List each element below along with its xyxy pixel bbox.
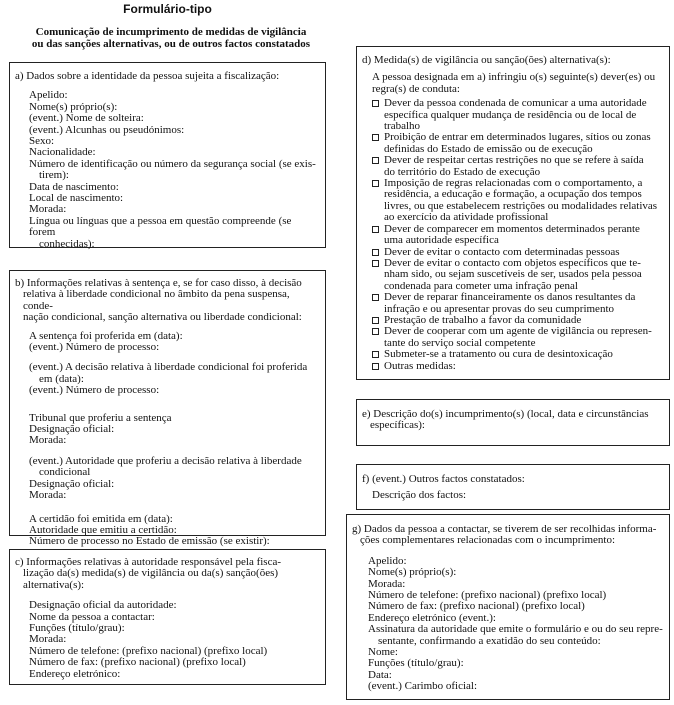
measure-option-text: trabalho	[384, 120, 421, 133]
contact-fax: Número de fax: (prefixo nacional) (prefixo local)	[368, 600, 585, 613]
authority-name: Designação oficial da autoridade:	[29, 599, 177, 612]
measure-option-text: Proibição de entrar em determinados lugares, sítios ou zonas	[384, 131, 651, 144]
checkbox-icon[interactable]	[372, 317, 379, 324]
official-stamp: (event.) Carimbo oficial:	[368, 680, 478, 693]
field-maiden-name: (event.) Nome de solteira:	[29, 112, 144, 125]
section-c-authority	[9, 549, 326, 685]
section-b-heading: b) Informações relativas à sentença e, se for caso disso, à decisão relativa à liberdade condicional no âmbito da pena suspensa, conde- nação condicional, sanção alternativa ou liberdade condicional:	[15, 277, 302, 324]
measure-option-text: Dever de cooperar com um agente de vigilância ou represen-	[384, 325, 652, 338]
contact-email: Endereço eletrónico (event.):	[368, 611, 496, 624]
measure-option-text: infração e ou apresentar provas do seu cumprimento	[384, 302, 614, 315]
measure-option-text: Prestação de trabalho a favor da comunidade	[384, 313, 582, 326]
signature-date: Data:	[368, 668, 392, 681]
section-f-heading: f) (event.) Outros factos constatados:	[362, 473, 525, 485]
section-g-heading: g) Dados da pessoa a contactar, se tiverem de ser recolhidas informa- ções complementares relacionadas com o incumprimento:	[352, 523, 657, 547]
measure-options	[372, 98, 663, 372]
checkbox-icon[interactable]	[372, 180, 379, 187]
parole-authority-label: (event.) Autoridade que proferiu a decisão relativa à liberdade	[29, 454, 302, 467]
authority-fax: Número de fax: (prefixo nacional) (prefixo local)	[29, 656, 246, 669]
contact-surname: Apelido:	[368, 554, 407, 567]
court-label: Tribunal que proferiu a sentença	[29, 411, 172, 424]
section-g-contact: g) Dados da pessoa a contactar, se tiverem de ser recolhidas informa- ções complementares relacionadas com o incumprimento: Apelido: Nome(s) próprio(s): Morada: Número de telefone: (prefixo nacional) (prefixo local) Número de fax: (prefixo nacional) (prefixo local) Endereço eletrónico (event.): Assinatura da autoridade que emite o formulário e ou do seu repre- sentante, confirmando a exatidão do seu conteúdo: Nome: Funções (título/grau): Data: (event.) Carimbo oficial:	[346, 514, 670, 700]
field-languages: Língua ou línguas que a pessoa em questão compreende (se forem	[29, 214, 292, 239]
checkbox-icon[interactable]	[372, 249, 379, 256]
measure-option[interactable]	[372, 98, 663, 132]
signer-name: Nome:	[368, 646, 398, 659]
contact-first-name: Nome(s) próprio(s):	[368, 566, 457, 579]
field-languages-cont: conhecidas):	[39, 237, 95, 250]
measure-option-text: definidas do Estado de emissão ou de execução	[384, 142, 593, 155]
form-title: Formulário-tipo	[123, 2, 212, 16]
contact-role: Funções (título/grau):	[29, 622, 125, 635]
section-e-heading: e) Descrição do(s) incumprimento(s) (local, data e circunstâncias específicas):	[362, 408, 649, 432]
field-address: Morada:	[29, 203, 67, 216]
measure-option[interactable]	[372, 361, 663, 372]
measure-option-text: livres, ou que estabelecem restrições ou modalidades relativas	[384, 199, 658, 212]
measure-option-text: específica qualquer mudança de residência ou de local de	[384, 108, 637, 121]
section-d-measures: d) Medida(s) de vigilância ou sanção(ões) alternativa(s): A pessoa designada em a) infringiu o(s) seguinte(s) dever(es) ou regra(s) de conduta: Dever da pessoa condenada de comunicar a uma autoridade específica qualquer mudança de residência ou de local de trabalho Proibição de entrar em determinados lugares, sítios ou zonas definidas do Estado de emissão ou de execução Dever de respeitar certas restrições no que se refere à saída do território do Estado de execução Imposição de regras relacionadas com o comportamento, a residência, a educação e formação, a ocupação dos tempos livres, ou que estabelecem restrições ou modalidades relativas ao exercício da atividade profissional Dever de comparecer em momentos determinados perante uma autoridade específica Dever de evitar o contacto com determinadas pessoas Dever de evitar o contacto com objetos específicos que te- nham sido, ou sejam suscetíveis de ser, usados pela pessoa condenada para cometer uma infração penal Dever de reparar financeiramente os danos resultantes da infração e ou apresentar provas do seu cumprimento Prestação de trabalho a favor da comunidade Dever de cooperar com um agente de vigilância ou represen- tante do serviço social competente Submeter-se a tratamento ou cura de desintoxicação Outras medidas:	[356, 46, 670, 380]
parole-authority-name: Designação oficial:	[29, 477, 115, 490]
checkbox-icon[interactable]	[372, 351, 379, 358]
field-aliases: (event.) Alcunhas ou pseudónimos:	[29, 123, 185, 136]
measure-option-text: Dever da pessoa condenada de comunicar a uma autoridade	[384, 97, 647, 110]
measure-option[interactable]	[372, 292, 663, 315]
contact-address: Morada:	[368, 577, 406, 590]
field-id-number: Número de identificação ou número da segurança social (se exis-	[29, 157, 316, 170]
measure-option-text: nham sido, ou sejam suscetíveis de ser, usados pela pessoa	[384, 268, 642, 281]
section-b-sentence: b) Informações relativas à sentença e, se for caso disso, à decisão relativa à liberdade condicional no âmbito da pena suspensa, conde- nação condicional, sanção alternativa ou liberdade condicional: A sentença foi proferida em (data): (event.) Número de processo: (event.) A decisão relativa à liberdade condicional foi proferida em (data): (event.) Número de processo: Tribunal que proferiu a sentença Designação oficial: Morada: (event.) Autoridade que proferiu a decisão relativa à liberdade condicional Designação oficial: Morada: A certidão foi emitida em (data): Autoridade que emitiu a certidão: Número de processo no Estado de emissão (se existir):	[9, 270, 326, 536]
sentence-date: A sentença foi proferida em (data):	[29, 329, 183, 342]
measure-option[interactable]	[372, 132, 663, 155]
measure-option-text: residência, a educação e formação, a ocupação dos tempos	[384, 188, 642, 201]
checkbox-icon[interactable]	[372, 328, 379, 335]
measure-option-text: uma autoridade específica	[384, 234, 499, 247]
measure-option-text: do território do Estado de execução	[384, 165, 541, 178]
measure-option[interactable]	[372, 224, 663, 247]
measure-option-text: Submeter-se a tratamento ou cura de desintoxicação	[384, 348, 613, 361]
checkbox-icon[interactable]	[372, 134, 379, 141]
measure-option-text: Dever de reparar financeiramente os danos resultantes da	[384, 291, 636, 304]
checkbox-icon[interactable]	[372, 100, 379, 107]
measure-option-text: Dever de comparecer em momentos determinados perante	[384, 222, 640, 235]
sentence-case-number: (event.) Número de processo:	[29, 341, 160, 354]
field-id-number-cont: tirem):	[39, 169, 69, 182]
contact-phone: Número de telefone: (prefixo nacional) (prefixo local)	[368, 589, 607, 602]
issuing-case-number: Número de processo no Estado de emissão (se existir):	[29, 535, 270, 548]
field-sex: Sexo:	[29, 135, 55, 148]
measure-option-text: Dever de evitar o contacto com determinadas pessoas	[384, 245, 620, 258]
section-c-heading: c) Informações relativas à autoridade responsável pela fisca- lização da(s) medida(s) de vigilância ou da(s) sanção(ões) alternativa(s):	[15, 556, 282, 591]
parole-decision-date: (event.) A decisão relativa à liberdade condicional foi proferida	[29, 361, 308, 374]
measure-option-text: condenada para cometer uma infração penal	[384, 279, 578, 292]
section-d-intro: A pessoa designada em a) infringiu o(s) seguinte(s) dever(es) ou	[372, 71, 656, 84]
field-birth-date: Data de nascimento:	[29, 180, 119, 193]
checkbox-icon[interactable]	[372, 363, 379, 370]
form-subtitle: Comunicação de incumprimento de medidas de vigilância ou das sanções alternativas, ou de outros factos constatados	[31, 26, 311, 50]
facts-description: Descrição dos factos:	[372, 489, 467, 502]
section-d-heading: d) Medida(s) de vigilância ou sanção(ões) alternativa(s):	[362, 54, 611, 66]
checkbox-icon[interactable]	[372, 294, 379, 301]
measure-option-text: ao exercício da atividade profissional	[384, 211, 549, 224]
measure-option[interactable]	[372, 349, 663, 360]
section-f-other-facts	[356, 464, 670, 510]
certificate-authority: Autoridade que emitiu a certidão:	[29, 523, 177, 536]
section-a-heading: a) Dados sobre a identidade da pessoa sujeita a fiscalização:	[15, 70, 280, 82]
field-nationality: Nacionalidade:	[29, 146, 96, 159]
checkbox-icon[interactable]	[372, 260, 379, 267]
court-address: Morada:	[29, 434, 67, 447]
measure-option[interactable]	[372, 178, 663, 224]
section-a-identity	[9, 62, 326, 248]
signer-role: Funções (título/grau):	[368, 657, 464, 670]
authority-phone: Número de telefone: (prefixo nacional) (prefixo local)	[29, 644, 268, 657]
field-surname: Apelido:	[29, 89, 68, 102]
authority-address: Morada:	[29, 633, 67, 646]
parole-authority-address: Morada:	[29, 489, 67, 502]
checkbox-icon[interactable]	[372, 226, 379, 233]
measure-option[interactable]	[372, 258, 663, 292]
field-birth-place: Local de nascimento:	[29, 192, 124, 205]
measure-option[interactable]	[372, 326, 663, 349]
measure-option-text: Dever de evitar o contacto com objetos específicos que te-	[384, 256, 641, 269]
court-official-name: Designação oficial:	[29, 423, 115, 436]
measure-option[interactable]	[372, 155, 663, 178]
field-first-name: Nome(s) próprio(s):	[29, 100, 118, 113]
contact-person: Nome da pessoa a contactar:	[29, 610, 155, 623]
certificate-date: A certidão foi emitida em (data):	[29, 512, 173, 525]
signature-label: Assinatura da autoridade que emite o formulário e ou do seu repre-	[368, 623, 663, 636]
authority-email: Endereço eletrónico:	[29, 667, 121, 680]
measure-option-text: tante do serviço social competente	[384, 336, 536, 349]
measure-option-text: Outras medidas:	[384, 359, 456, 372]
checkbox-icon[interactable]	[372, 157, 379, 164]
measure-option-text: Imposição de regras relacionadas com o comportamento, a	[384, 177, 643, 190]
section-e-description	[356, 399, 670, 446]
measure-option-text: Dever de respeitar certas restrições no que se refere à saída	[384, 154, 644, 167]
parole-case-number: (event.) Número de processo:	[29, 384, 160, 397]
